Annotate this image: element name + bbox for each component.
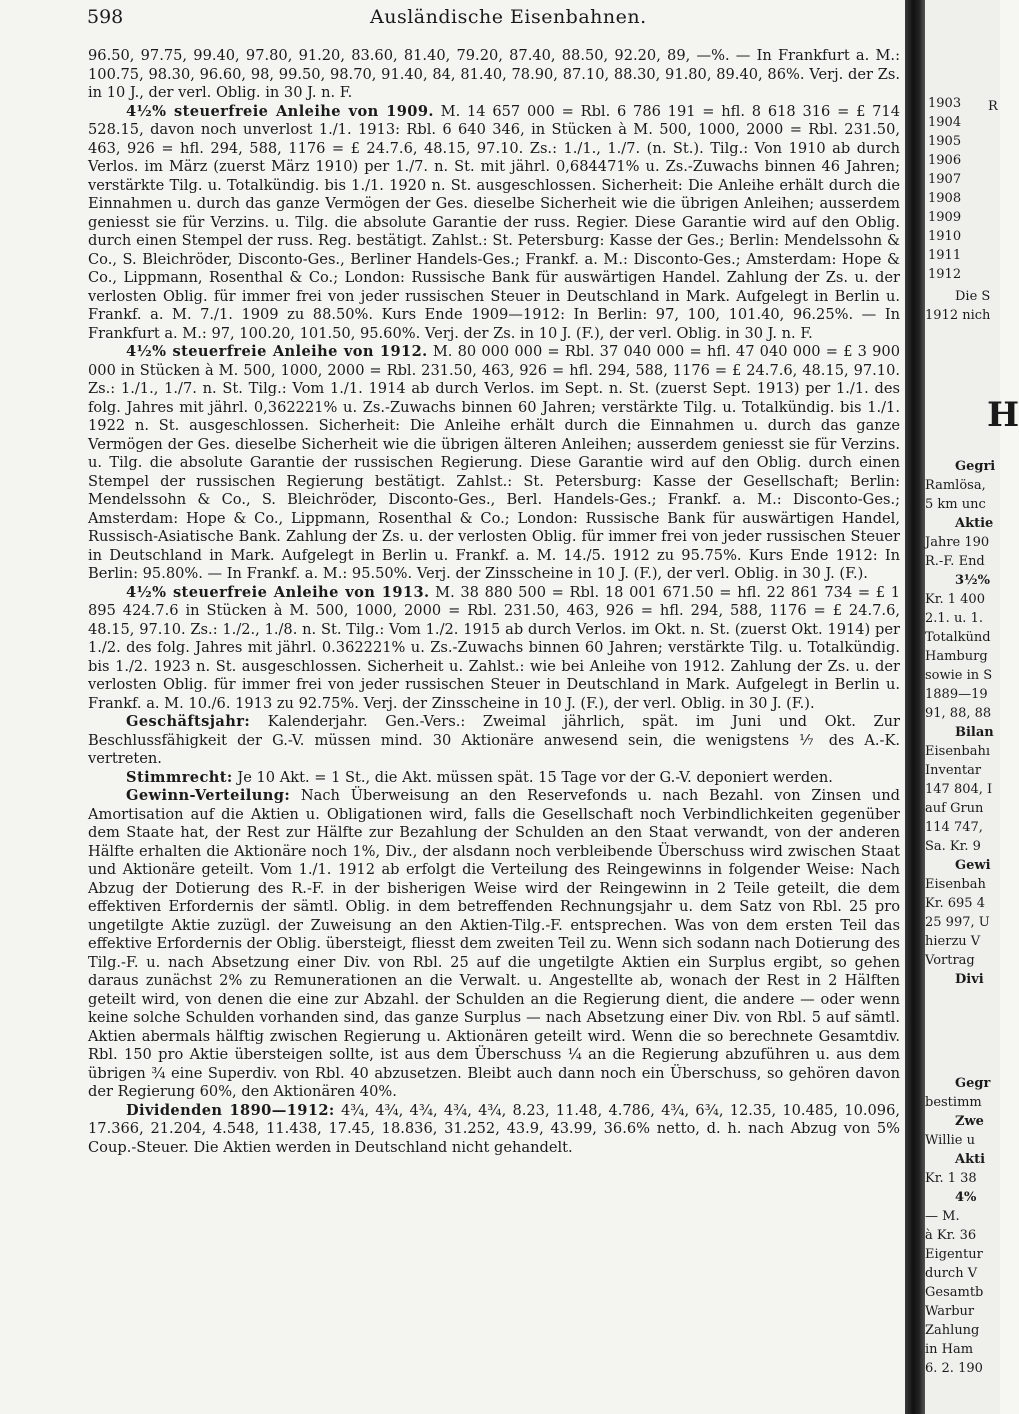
section-paragraph xyxy=(88,343,900,584)
right-page-fragment: 6. 2. 190 xyxy=(925,1361,983,1376)
right-page-fragment: 5 km unc xyxy=(925,497,986,512)
section-paragraph xyxy=(88,713,900,769)
right-page-year: 1905 xyxy=(928,134,962,149)
right-page-fragment: Totalkünd xyxy=(925,630,991,645)
right-page-edge xyxy=(925,0,1019,1414)
right-page-fragment: 147 804, I xyxy=(925,782,993,797)
right-page-fragment: Gegri xyxy=(955,459,996,474)
right-page-fragment: Jahre 190 xyxy=(925,535,990,550)
section-heading: 4½% steuerfreie Anleihe von 1912. xyxy=(126,343,428,360)
right-page-fragment: Bilan xyxy=(955,725,994,740)
right-page-year: 1910 xyxy=(928,229,962,244)
section-heading: 4½% steuerfreie Anleihe von 1909. xyxy=(126,102,434,120)
right-page-fragment: hierzu V xyxy=(925,934,981,949)
right-page-fragment: Divi xyxy=(955,972,984,987)
right-page-year: 1911 xyxy=(928,248,962,263)
paragraph-text: M. 14 657 000 = Rbl. 6 786 191 = hfl. 8 618 316 = £ 714 528.15, davon noch unverlost 1./1. 1913: Rbl. 6 640 346, in Stücken à M. 500, 1000, 2000 = Rbl. 231.50, 463, 926 = hfl. 294, 588, 1176 = £ 24.7.6, 48.15, 97.10. Zs.: 1./1., 1./7. (n. St.). Tilg.: Von 1910 ab durch Verlos. im März (zuerst März 1910) per 1./7. n. St. mit jährl. 0,684471% u. Zs.-Zuwachs binnen 46 Jahren; verstärkte Tilg. u. Totalkündig. bis 1./1. 1920 n. St. ausgeschlossen. Sicherheit: Die Anleihe erhält durch die Einnahmen u. durch das ganze Vermögen der Ges. dieselbe Sicherheit wie die übrigen Anleihen; ausserdem geniesst sie für Verzins. u. Tilg. die absolute Garantie der russ. Regier. Diese Garantie wird auf den Oblig. durch einen Stempel der russ. Reg. bestätigt. Zahlst.: St. Petersburg: Kasse der Ges.; Berlin: Mendelssohn & Co., S. Bleichröder, Disconto-Ges., Berliner Handels-Ges.; Frankf. a. M.: Disconto-Ges.; Amsterdam: Hope & Co., Lippmann, Rosenthal & Co.; London: Russische Bank für auswärtigen Handel. Zahlung der Zs. u. der verlosten Oblig. für immer frei von jeder russischen Steuer in Deutschland in Mark. Aufgelegt in Berlin u. Frankf. a. M. 7./1. 1909 zu 88.50%. Kurs Ende 1909—1912: In Berlin: 97, 100, 101.40, 96.25%. — In Frankfurt a. M.: 97, 100.20, 101.50, 95.60%. Verj. der Zs. in 10 J. (F.), der verl. Oblig. in 30 J. n. F. xyxy=(88,102,900,342)
paragraph-text: Nach Überweisung an den Reservefonds u. nach Bezahl. von Zinsen und Amortisation auf die Aktien u. Obligationen wird, falls die Gesellschaft noch Verbindlichkeiten gegenüber dem Staate hat, der Rest zur Hälfte zur Bezahlung der Schulden an den Staat verwandt, von der anderen Hälfte erhalten die Aktionäre noch 1%, Div., der alsdann noch verbleibende Überschuss wird zwischen Staat und Aktionäre geteilt. Vom 1./1. 1912 ab erfolgt die Verteilung des Reingewinns in folgender Weise: Nach Abzug der Dotierung des R.-F. in der bisherigen Weise wird der Reingewinn in 2 Teile geteilt, die dem effektiven Erfordernis der sämtl. Oblig. in dem betreffenden Rechnungsjahr u. dem Satz von Rbl. 25 pro ungetilgte Aktie zuzügl. der Zuweisung an den Aktien-Tilg.-F. entsprechen. Was von dem ersten Teil das effektive Erfordernis der Oblig. übersteigt, fliesst dem zweiten Teil zu. Wenn sich sodann nach Dotierung des Tilg.-F. u. nach Absetzung einer Div. von Rbl. 25 auf die ungetilgte Aktien ein Surplus ergibt, so gehen daraus zunächst 2% zu Remunerationen an die Verwalt. u. Angestellte ab, wonach der Rest in 2 Hälften geteilt wird, von denen die eine zur Abzahl. der Schulden an die Regierung dient, die andere — oder wenn keine solche Schulden vorhanden sind, das ganze Surplus — nach Absetzung einer Div. von Rbl. 5 auf sämtl. Aktien abermals hälftig zwischen Regierung u. Aktionären geteilt wird. Wenn die so berechnete Gesamtdiv. Rbl. 150 pro Aktie übersteigen sollte, ist aus dem Überschuss ¼ an die Regierung abzuführen u. aus dem übrigen ¾ eine Superdiv. von Rbl. 40 abzusetzen. Bleibt auch dann noch ein Überschuss, so gehören davon der Regierung 60%, den Aktionären 40%. xyxy=(88,787,900,1100)
right-page-fragment: — M. xyxy=(925,1209,960,1224)
right-page-year: 1903 xyxy=(928,96,962,111)
right-page-fragment: Gewi xyxy=(955,858,991,873)
right-page-fragment: Sa. Kr. 9 xyxy=(925,839,981,854)
paragraph-text: 96.50, 97.75, 99.40, 97.80, 91.20, 83.60, 81.40, 79.20, 87.40, 88.50, 92.20, 89, —%. — In Frankfurt a. M.: 100.75, 98.30, 96.60, 98, 99.50, 98.70, 91.40, 84, 81.40, 78.90, 87.10, 88.30, 91.80, 89.40, 86%. Verj. der Zs. in 10 J., der verl. Oblig. in 30 J. n. F. xyxy=(88,47,900,101)
section-paragraph xyxy=(88,103,900,344)
right-page-fragment: Die S xyxy=(955,289,991,304)
right-page-fragment: Ramlösa, xyxy=(925,478,986,493)
right-page-fragment: Kr. 695 4 xyxy=(925,896,985,911)
right-page-fragment: R xyxy=(988,99,998,114)
page-number: 598 xyxy=(87,6,124,28)
right-page-fragment: durch V xyxy=(925,1266,978,1281)
right-page-big-letter: H xyxy=(987,395,1019,435)
right-page-fragment: 1912 nich xyxy=(925,308,991,323)
section-heading: Stimmrecht: xyxy=(126,768,233,786)
right-page-fragment: Zwe xyxy=(955,1114,984,1129)
right-page-fragment: Gegr xyxy=(955,1076,991,1091)
section-paragraph xyxy=(88,787,900,1102)
right-page-year: 1909 xyxy=(928,210,962,225)
right-page-fragment: 1889—19 xyxy=(925,687,988,702)
right-page-fragment: Willie u xyxy=(925,1133,975,1148)
right-page-fragment: 4% xyxy=(955,1190,977,1205)
continuation-paragraph xyxy=(88,47,900,103)
right-page-fragment: 25 997, U xyxy=(925,915,990,930)
right-page-fragment: Aktie xyxy=(955,516,994,531)
right-page-fragment: bestimm xyxy=(925,1095,982,1110)
right-page-fragment: 91, 88, 88 xyxy=(925,706,992,721)
section-paragraph xyxy=(88,584,900,714)
section-heading: Geschäftsjahr: xyxy=(126,713,251,730)
right-page-fragment: Eisenbahı xyxy=(925,744,990,759)
right-page-fragment: Inventar xyxy=(925,763,982,778)
right-page-fragment: Eisenbah xyxy=(925,877,986,892)
right-page-year: 1907 xyxy=(928,172,962,187)
right-page-year: 1908 xyxy=(928,191,962,206)
right-page-fragment: Hamburg xyxy=(925,649,988,664)
paragraph-text: Je 10 Akt. = 1 St., die Akt. müssen spät. 15 Tage vor der G.-V. deponiert werden. xyxy=(237,768,833,786)
section-heading: 4½% steuerfreie Anleihe von 1913. xyxy=(126,583,430,601)
right-page-year: 1912 xyxy=(928,267,962,282)
right-page-fragment: Akti xyxy=(955,1152,986,1167)
right-page-fragment: à Kr. 36 xyxy=(925,1228,977,1243)
section-paragraph xyxy=(88,1102,900,1158)
paragraph-text: 4¾, 4¾, 4¾, 4¾, 4¾, 8.23, 11.48, 4.786, 4¾, 6¾, 12.35, 10.485, 10.096, 17.366, 21.204, 4.548, 11.438, 17.45, 18.836, 31.252, 43.9, 43.99, 36.6% netto, d. h. nach Abzug von 5% Coup.-Steuer. Die Aktien werden in Deutschland nicht gehandelt. xyxy=(88,1101,900,1156)
text-column xyxy=(88,47,900,1157)
right-page-fragment: 3½% xyxy=(955,573,990,588)
paragraph-text: Kalenderjahr. Gen.-Vers.: Zweimal jährlich, spät. im Juni und Okt. Zur Beschlussfähigkeit der G.-V. müssen mind. 30 Aktionäre anwesend sein, die wenigstens ⅐ des A.-K. vertreten. xyxy=(88,713,900,767)
right-page-fragment: 2.1. u. 1. xyxy=(925,611,983,626)
right-page-fragment: auf Grun xyxy=(925,801,984,816)
right-page-fragment: in Ham xyxy=(925,1342,974,1357)
right-page-year: 1904 xyxy=(928,115,962,130)
right-page-fragment: Kr. 1 38 xyxy=(925,1171,977,1186)
section-paragraph xyxy=(88,769,900,788)
section-heading: Gewinn-Verteilung: xyxy=(126,787,291,804)
right-page-year: 1906 xyxy=(928,153,962,168)
right-page-fragment: Vortrag xyxy=(925,953,975,968)
right-page-fragment: Warbur xyxy=(925,1304,975,1319)
right-page-fragment: 114 747, xyxy=(925,820,983,835)
paragraph-text: M. 80 000 000 = Rbl. 37 040 000 = hfl. 47 040 000 = £ 3 900 000 in Stücken à M. 500, 1000, 2000 = Rbl. 231.50, 463, 926 = hfl. 294, 588, 1176 = £ 24.7.6, 48.15, 97.10. Zs.: 1./1., 1./7. n. St. Tilg.: Vom 1./1. 1914 ab durch Verlos. im Sept. n. St. (zuerst Sept. 1913) per 1./1. des folg. Jahres mit jährl. 0,362221% u. Zs.-Zuwachs binnen 60 Jahren; verstärkte Tilg. u. Totalkündig. bis 1./1. 1922 n. St. ausgeschlossen. Sicherheit: Die Anleihe erhält durch die Einnahmen u. durch das ganze Vermögen der Ges. dieselbe Sicherheit wie die übrigen älteren Anleihen; ausserdem geniesst sie für Verzins. u. Tilg. die absolute Garantie der russischen Regierung. Diese Garantie wird auf den Oblig. durch einen Stempel der russischen Regierung bestätigt. Zahlst.: St. Petersburg: Kasse der Gesellschaft; Berlin: Mendelssohn & Co., S. Bleichröder, Disconto-Ges., Berl. Handels-Ges.; Frankf. a. M.: Disconto-Ges.; Amsterdam: Hope & Co., Lippmann, Rosenthal & Co.; London: Russische Bank für auswärtigen Handel, Russisch-Asiatische Bank. Zahlung der Zs. u. der verlosten Oblig. für immer frei von jeder russischen Steuer in Deutschland in Mark. Aufgelegt in Berlin u. Frankf. a. M. 14./5. 1912 zu 95.75%. Kurs Ende 1912: In Berlin: 95.80%. — In Frankf. a. M.: 95.50%. Verj. der Zinsscheine in 10 J. (F.), der verl. Oblig. in 30 J. (F.). xyxy=(88,343,900,582)
right-page-fragment: Gesamtb xyxy=(925,1285,984,1300)
running-title: Ausländische Eisenbahnen. xyxy=(370,6,647,28)
right-page-fragment: Eigentur xyxy=(925,1247,983,1262)
right-page-fragment: sowie in S xyxy=(925,668,993,683)
right-page-fragment: Zahlung xyxy=(925,1323,980,1338)
section-heading: Dividenden 1890—1912: xyxy=(126,1101,335,1119)
right-page-fragment: Kr. 1 400 xyxy=(925,592,985,607)
book-gutter xyxy=(905,0,925,1414)
paragraph-text: M. 38 880 500 = Rbl. 18 001 671.50 = hfl. 22 861 734 = £ 1 895 424.7.6 in Stücken à M. 500, 1000, 2000 = Rbl. 231.50, 463, 926 = hfl. 294, 588, 1176 = £ 24.7.6, 48.15, 97.10. Zs.: 1./2., 1./8. n. St. Tilg.: Vom 1./2. 1915 ab durch Verlos. im Okt. n. St. (zuerst Okt. 1914) per 1./2. des folg. Jahres mit jährl. 0.362221% u. Zs.-Zuwachs binnen 60 Jahren; verstärkte Tilg. u. Totalkündig. bis 1./2. 1923 n. St. ausgeschlossen. Sicherheit u. Zahlst.: wie bei Anleihe von 1912. Zahlung der Zs. u. der verlosten Oblig. für immer frei von jeder russischen Steuer in Deutschland in Mark. Aufgelegt in Berlin u. Frankf. a. M. 10./6. 1913 zu 92.75%. Verj. der Zinsscheine in 10 J. (F.), der verl. Oblig. in 30 J. (F.). xyxy=(88,583,901,712)
right-page-fragment: R.-F. End xyxy=(925,554,985,569)
